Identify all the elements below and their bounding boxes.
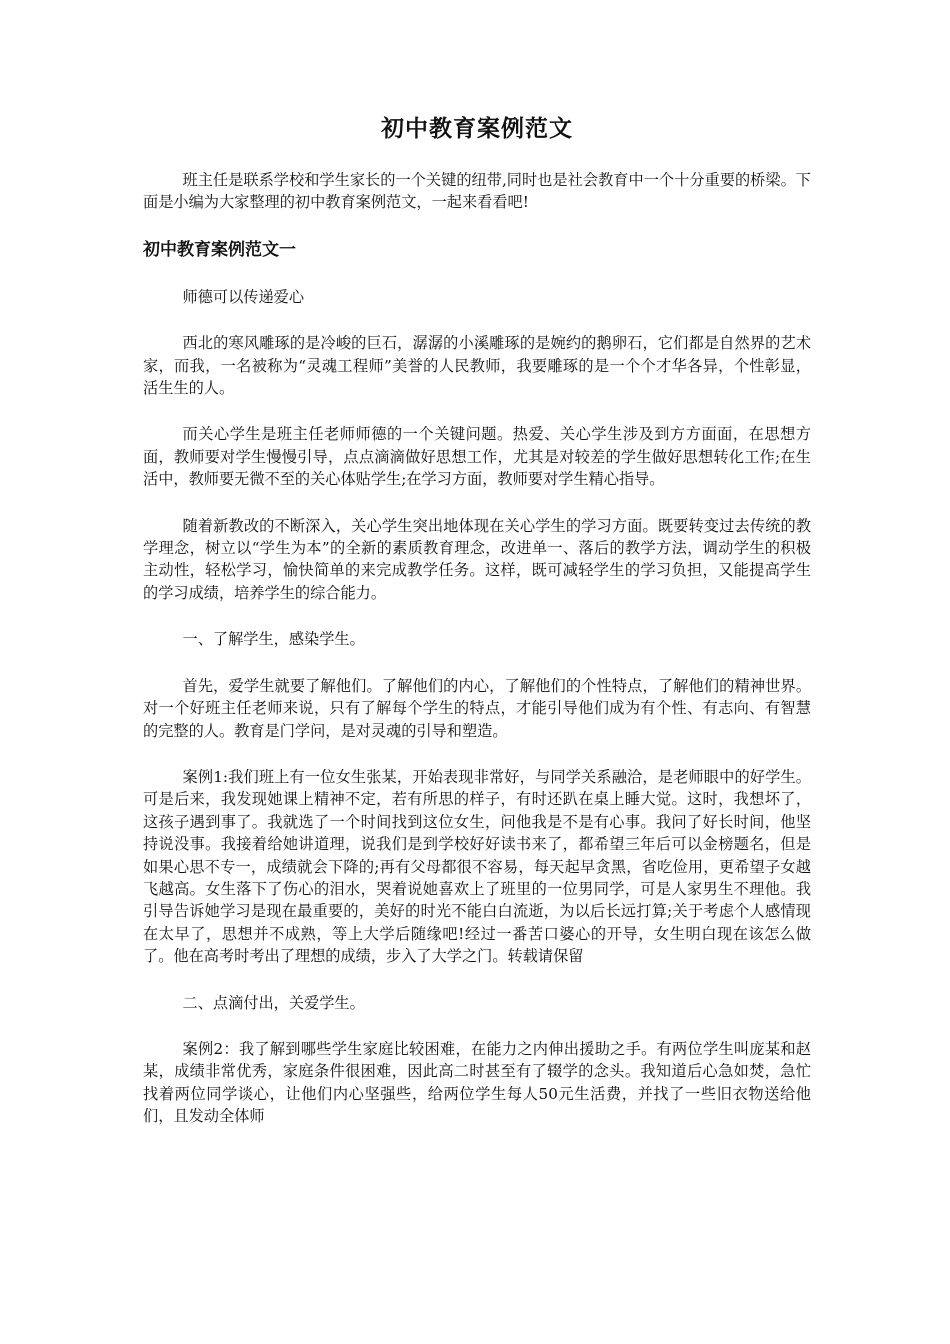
document-title: 初中教育案例范文 <box>381 115 573 142</box>
paragraph-body: 首先，爱学生就要了解他们。了解他们的内心，了解他们的个性特点，了解他们的精神世界。对一个好班主任老师来说，只有了解每个学生的特点，才能引导他们成为有个性、有志向、有智慧的完整的人。教育是门学问，是对灵魂的引导和塑造。 <box>143 676 811 740</box>
paragraph-body: 随着新教改的不断深入，关心学生突出地体现在关心学生的学习方面。既要转变过去传统的教学理念，树立以“学生为本”的全新的素质教育理念，改进单一、落后的教学方法，调动学生的积极主动性，轻松学习，愉快简单的来完成教学任务。这样，既可减轻学生的学习负担，又能提高学生的学习成绩，培养学生的综合能力。 <box>143 516 811 602</box>
intro-paragraph: 班主任是联系学校和学生家长的一个关键的纽带,同时也是社会教育中一个十分重要的桥梁。下面是小编为大家整理的初中教育案例范文，一起来看看吧! <box>143 171 811 212</box>
paragraph-body: 西北的寒风雕琢的是冷峻的巨石，潺潺的小溪雕琢的是婉约的鹅卵石，它们都是自然界的艺术家，而我，一名被称为“灵魂工程师”美誉的人民教师，我要雕琢的是一个个才华各异，个性彰显，活生生的人。 <box>143 334 811 398</box>
document-page <box>143 112 811 1128</box>
paragraph-subtitle: 师德可以传递爱心 <box>182 287 305 306</box>
paragraph-case: 案例1:我们班上有一位女生张某，开始表现非常好，与同学关系融洽，是老师眼中的好学生。可是后来，我发现她课上精神不定，若有所思的样子，有时还趴在桌上睡大觉。这时，我想坏了，这孩子遇到事了。我就选了一个时间找到这位女生，问他我是不是有心事。我问了好长时间，他坚持说没事。我接着给她讲道理，说我们是到学校好好读书来了，都希望三年后可以金榜题名，但是如果心思不专一，成绩就会下降的;再有父母都很不容易，每天起早贪黑，省吃俭用，更希望子女越飞越高。女生落下了伤心的泪水，哭着说她喜欢上了班里的一位男同学，可是人家男生不理他。我引导告诉她学习是现在最重要的，美好的时光不能白白流逝，为以后长远打算;关于考虑个人感情现在太早了，思想并不成熟，等上大学后随缘吧!经过一番苦口婆心的开导，女生明白现在该怎么做了。他在高考时考出了理想的成绩，步入了大学之门。转载请保留 <box>143 767 811 966</box>
section-heading: 初中教育案例范文一 <box>143 239 296 260</box>
paragraph-point-heading: 二、点滴付出，关爱学生。 <box>182 993 365 1012</box>
paragraph-point-heading: 一、了解学生，感染学生。 <box>182 630 365 649</box>
paragraph-body: 而关心学生是班主任老师师德的一个关键问题。热爱、关心学生涉及到方方面面，在思想方面，教师要对学生慢慢引导，点点滴滴做好思想工作，尤其是对较差的学生做好思想转化工作;在生活中，教师要无微不至的关心体贴学生;在学习方面，教师要对学生精心指导。 <box>143 425 811 489</box>
paragraph-case: 案例2：我了解到哪些学生家庭比较困难，在能力之内伸出援助之手。有两位学生叫庞某和赵某，成绩非常优秀，家庭条件很困难，因此高二时甚至有了辍学的念头。我知道后心急如焚，急忙找着两位同学谈心，让他们内心坚强些，给两位学生每人50元生活费，并找了一些旧衣物送给他们，且发动全体师 <box>143 1039 811 1126</box>
